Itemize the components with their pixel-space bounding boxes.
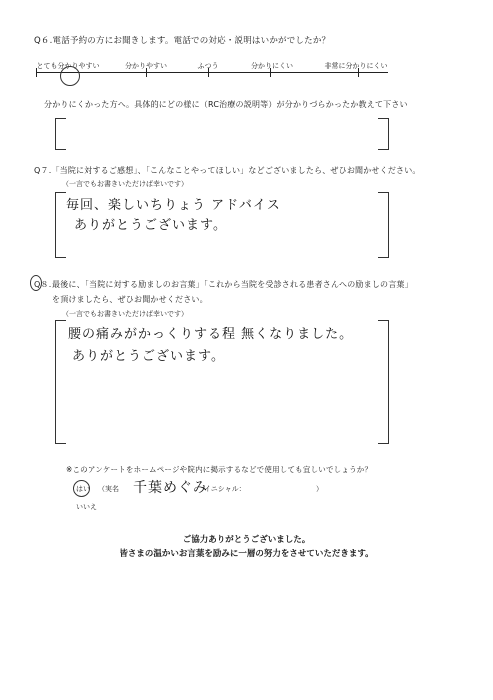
bracket-right	[378, 320, 389, 444]
q8-number: Q８.	[34, 280, 52, 289]
bracket-left	[55, 118, 66, 150]
q7-answer-line-2: ありがとうございます。	[74, 218, 227, 233]
closing-line-2: 皆さまの温かいお言葉を励みに一層の努力をさせていただきます。	[119, 549, 374, 559]
selection-circle-mark	[60, 66, 80, 86]
publish-no-option[interactable]: いいえ	[76, 503, 97, 511]
bracket-right	[378, 192, 389, 258]
bracket-left	[55, 192, 66, 258]
q7-note: （一言でもお書きいただけば幸いです）	[62, 180, 188, 188]
q8-question: 最後に、「当院に対する励ましのお言葉」「これから当院を受診される患者さんへの励ましの言葉」	[52, 280, 413, 289]
publish-question: ※このアンケートをホームページや院内に掲示するなどで使用しても宜しいでしょうか？	[66, 465, 373, 474]
bracket-right	[378, 118, 389, 150]
close-paren: ）	[316, 485, 323, 493]
q6-answer-field[interactable]	[70, 118, 375, 148]
publish-yes-option[interactable]: はい	[76, 485, 90, 493]
q6-followup: 分かりにくかった方へ。具体的にどの様に（RC治療の説明等）が分かりづらかったか教えて下さい	[44, 100, 408, 109]
scale-line	[36, 72, 388, 73]
bracket-left	[55, 320, 66, 444]
real-name-label: （実名	[98, 485, 119, 493]
q8-answer-line-1: 腰の痛みがかっくりする程 無くなりました。	[68, 327, 354, 342]
q8-answer-line-2: ありがとうございます。	[72, 349, 225, 364]
scale-option-5[interactable]: 非常に分かりにくい	[324, 62, 388, 70]
yes-circle-mark	[73, 480, 90, 497]
scale-option-3[interactable]: ふつう	[197, 62, 219, 70]
q7-question: Q７.「当院に対するご感想」、「こんなことやってほしい」などございましたら、ぜひお聞かせください。	[34, 166, 421, 175]
initial-label: イニシャル：	[204, 485, 246, 493]
q8-question-line-2: を頂けましたら、ぜひお聞かせください。	[52, 295, 208, 304]
initial-field[interactable]	[250, 480, 312, 494]
scale-option-2[interactable]: 分かりやすい	[125, 62, 167, 70]
q8-note: （一言でもお書きいただけば幸いです）	[62, 310, 188, 318]
q7-answer-line-1: 毎回、楽しいちりょう アドバイス	[66, 198, 281, 213]
scale-option-4[interactable]: 分かりにくい	[251, 62, 293, 70]
scale-option-1[interactable]: とても分かりやすい	[36, 62, 100, 70]
closing-line-1: ご協力ありがとうございました。	[182, 535, 311, 545]
q6-question: Q６.電話予約の方にお聞きします。電話での対応・説明はいかがでしたか？	[34, 36, 331, 46]
real-name-value[interactable]: 千葉めぐみ	[133, 480, 208, 496]
